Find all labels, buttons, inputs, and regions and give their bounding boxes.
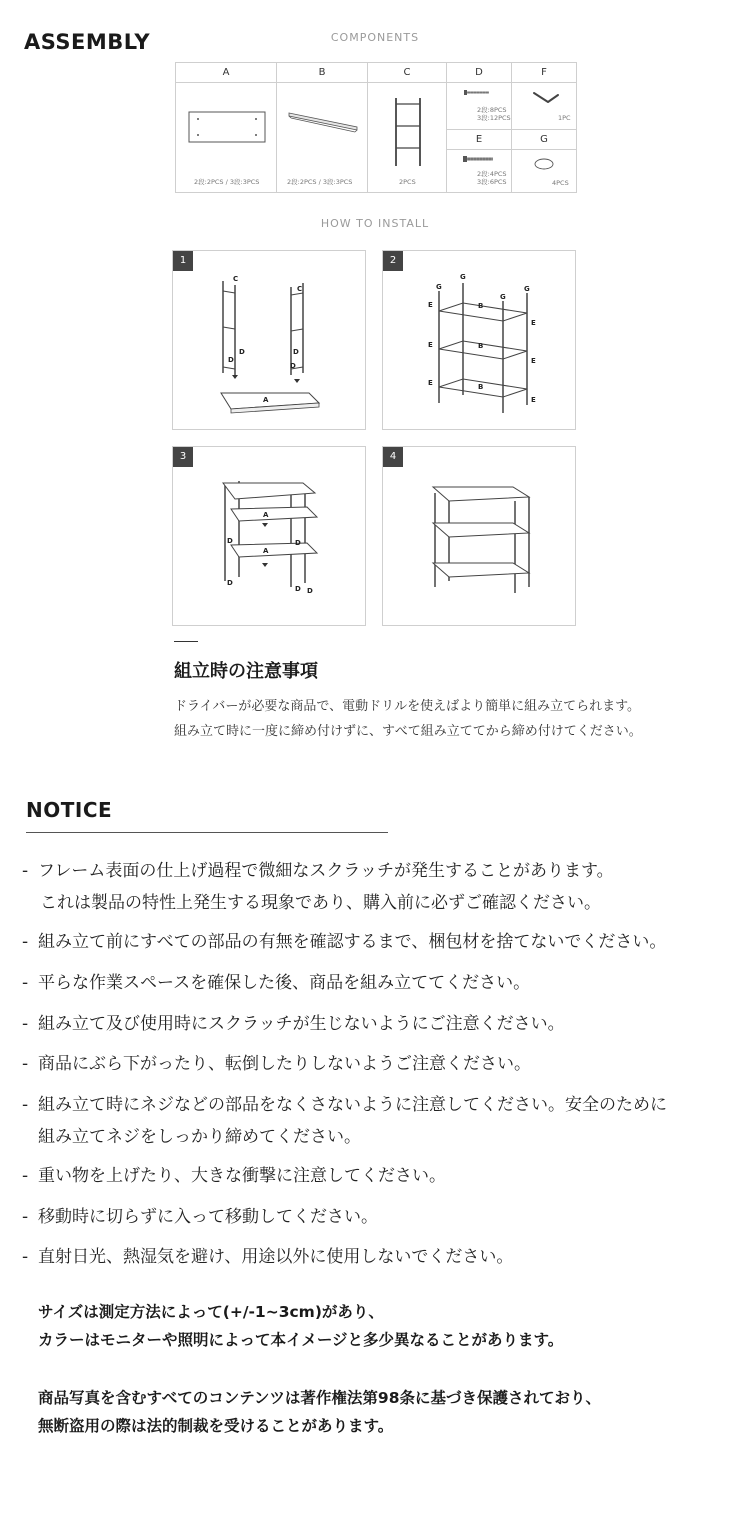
how-to-install-label: HOW TO INSTALL [320,217,430,230]
step-4-diagram [383,447,577,627]
component-a-qty: 2段:2PCS / 3段:3PCS [194,177,260,186]
notice-item [22,1089,732,1153]
component-header-c: C [368,63,447,83]
hex-key-icon [512,83,577,129]
part-label-d: D [227,537,233,545]
component-header-b: B [277,63,368,83]
component-cell-e [447,150,512,193]
component-cell-b [277,83,368,193]
components-label: COMPONENTS [330,31,420,44]
part-label-d: D [295,539,301,547]
part-label-e: E [428,301,433,309]
part-label-e: E [531,357,536,365]
notice-bullet: - [22,1014,29,1034]
notice-bullet: - [22,861,29,881]
component-header-d: D [447,63,512,83]
part-label-d: D [295,585,301,593]
caution-line: ドライバーが必要な商品で、電動ドリルを使えばより簡単に組み立てられます。 [174,699,641,714]
caution-title: 組立時の注意事項 [174,661,318,682]
step-1-diagram [173,251,367,431]
component-f-qty: 1PC [558,114,571,122]
step-number: 1 [173,251,193,271]
note-line: 商品写真を含むすべてのコンテンツは著作権法第98条に基づき保護されており、 [38,1389,601,1407]
notice-text: フレーム表面の仕上げ過程で微細なスクラッチが発生することがあります。 [38,861,614,881]
notice-bullet: - [22,1095,29,1115]
notice-bullet: - [22,932,29,952]
notice-text: これは製品の特性上発生する現象であり、購入前に必ずご確認ください。 [40,893,601,913]
notice-text: 平らな作業スペースを確保した後、商品を組み立ててください。 [38,973,531,993]
part-label-g: G [460,273,466,281]
bar-icon [277,84,368,192]
install-step-2 [382,250,576,430]
step-number: 4 [383,447,403,467]
notice-item [22,1201,732,1233]
notice-text: 直射日光、熱湿気を避け、用途以外に使用しないでください。 [38,1247,514,1267]
part-label-g: G [500,293,506,301]
component-header-a: A [176,63,277,83]
step-number: 2 [383,251,403,271]
part-label-g: G [436,283,442,291]
notice-bullet: - [22,973,29,993]
notice-item [22,855,732,919]
notice-bullet: - [22,1247,29,1267]
notice-bullet: - [22,1054,29,1074]
component-e-qty-2: 2段:4PCS [477,170,507,178]
note-line: カラーはモニターや照明によって本イメージと多少異なることがあります。 [38,1331,564,1349]
component-cell-d [447,83,512,130]
notice-text: 組み立てネジをしっかり締めてください。 [38,1127,361,1147]
part-label-e: E [428,341,433,349]
component-e-qty-3: 3段:6PCS [477,178,507,186]
part-label-e: E [531,396,536,404]
component-d-qty-3: 3段:12PCS [477,114,511,122]
components-table [175,62,577,193]
caution-line: 組み立て時に一度に締め付けずに、すべて組み立ててから締め付けてください。 [174,724,642,739]
component-b-qty: 2段:2PCS / 3段:3PCS [287,177,353,186]
part-label-a: A [263,547,269,555]
notice-item [22,1241,732,1273]
part-label-b: B [478,342,484,350]
notice-item [22,926,732,958]
part-label-d: D [290,362,296,370]
part-label-a: A [263,396,269,404]
step-number: 3 [173,447,193,467]
component-d-qty-2: 2段:8PCS [477,106,507,114]
side-frame-icon [368,84,447,192]
component-header-e: E [447,130,512,150]
notice-text: 組み立て及び使用時にスクラッチが生じないようにご注意ください。 [38,1014,565,1034]
component-cell-c [368,83,447,193]
part-label-d: D [307,587,313,595]
notice-item [22,967,732,999]
note-line: サイズは測定方法によって(+/-1~3cm)があり、 [38,1303,384,1321]
notice-text: 組み立て前にすべての部品の有無を確認するまで、梱包材を捨てないでください。 [38,932,667,952]
part-label-d: D [227,579,233,587]
component-header-g: G [512,130,577,150]
notice-bullet: - [22,1166,29,1186]
component-cell-f [512,83,577,130]
notice-text: 商品にぶら下がったり、転倒したりしないようご注意ください。 [38,1054,531,1074]
notice-text: 移動時に切らずに入って移動してください。 [38,1207,378,1227]
notice-item [22,1160,732,1192]
component-header-f: F [512,63,577,83]
notice-bullet: - [22,1207,29,1227]
part-label-b: B [478,302,484,310]
part-label-d: D [293,348,299,356]
caution-divider [174,641,198,642]
size-color-note [38,1298,563,1354]
component-cell-g [512,150,577,193]
notice-text: 重い物を上げたり、大きな衝撃に注意してください。 [38,1166,446,1186]
install-step-3 [172,446,366,626]
part-label-d: D [228,356,234,364]
component-g-qty: 4PCS [552,179,569,187]
component-c-qty: 2PCS [399,177,416,186]
assembly-title: ASSEMBLY [24,30,151,54]
component-cell-a [176,83,277,193]
part-label-c: C [297,285,303,293]
notice-text: 組み立て時にネジなどの部品をなくさないように注意してください。安全のために [38,1095,667,1115]
part-label-e: E [531,319,536,327]
notice-item [22,1048,732,1080]
notice-item [22,1008,732,1040]
part-label-b: B [478,383,484,391]
part-label-c: C [233,275,239,283]
install-step-1 [172,250,366,430]
part-label-g: G [524,285,530,293]
part-label-e: E [428,379,433,387]
shelf-board-icon [176,84,277,192]
note-line: 無断盗用の際は法的制裁を受けることがあります。 [38,1417,394,1435]
step-2-diagram [383,251,577,431]
step-3-diagram [173,447,367,627]
notice-title: NOTICE [26,798,113,822]
install-step-4 [382,446,576,626]
part-label-d: D [239,348,245,356]
part-label-a: A [263,511,269,519]
notice-divider [26,832,388,833]
copyright-note [38,1384,601,1440]
